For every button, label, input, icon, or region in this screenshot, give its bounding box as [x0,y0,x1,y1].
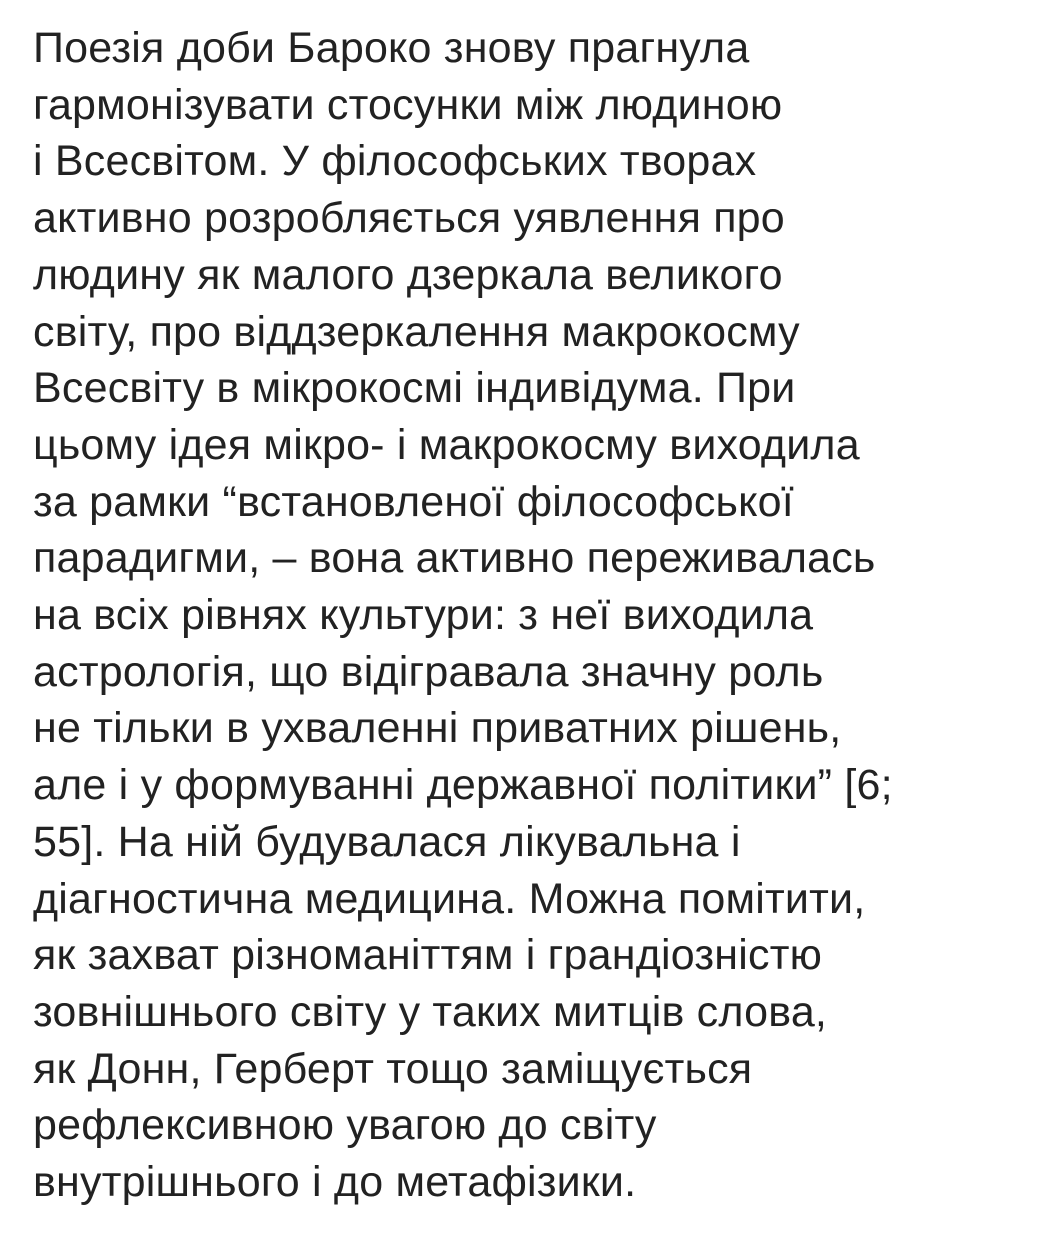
text-line: активно розробляється уявлення про [33,194,785,243]
text-line: зовнішнього світу у таких митців слова, [33,987,828,1036]
text-line: парадигми, – вона активно переживалась [33,534,876,583]
text-line: цьому ідея мікро- і макрокосму виходила [33,420,860,469]
text-line: не тільки в ухваленні приватних рішень, [33,704,842,753]
text-line: астрологія, що відігравала значну роль [33,647,824,696]
text-line: рефлексивною увагою до світу [33,1101,657,1150]
text-line: Поезія доби Бароко знову прагнула [33,24,750,72]
text-line: внутрішнього і до метафізики. [33,1158,637,1207]
text-line: 55]. На ній будувалася лікувальна і [33,817,741,866]
text-line: як Донн, Герберт тощо заміщується [33,1044,753,1093]
text-line: і Всесвітом. У філософських творах [33,137,757,186]
document-body [33,20,1033,1211]
text-line: Всесвіту в мікрокосмі індивідума. При [33,364,796,413]
text-line: діагностична медицина. Можна помітити, [33,874,866,923]
text-line: на всіх рівнях культури: з неї виходила [33,591,814,640]
text-line: гармонізувати стосунки між людиною [33,80,783,129]
text-line: світу, про віддзеркалення макрокосму [33,307,800,356]
text-line: але і у формуванні державної політики” [6; [33,761,893,810]
text-line: як захват різноманіттям і грандіозністю [33,931,823,980]
text-line: за рамки “встановленої філософської [33,477,794,526]
text-line: людину як малого дзеркала великого [33,250,783,299]
